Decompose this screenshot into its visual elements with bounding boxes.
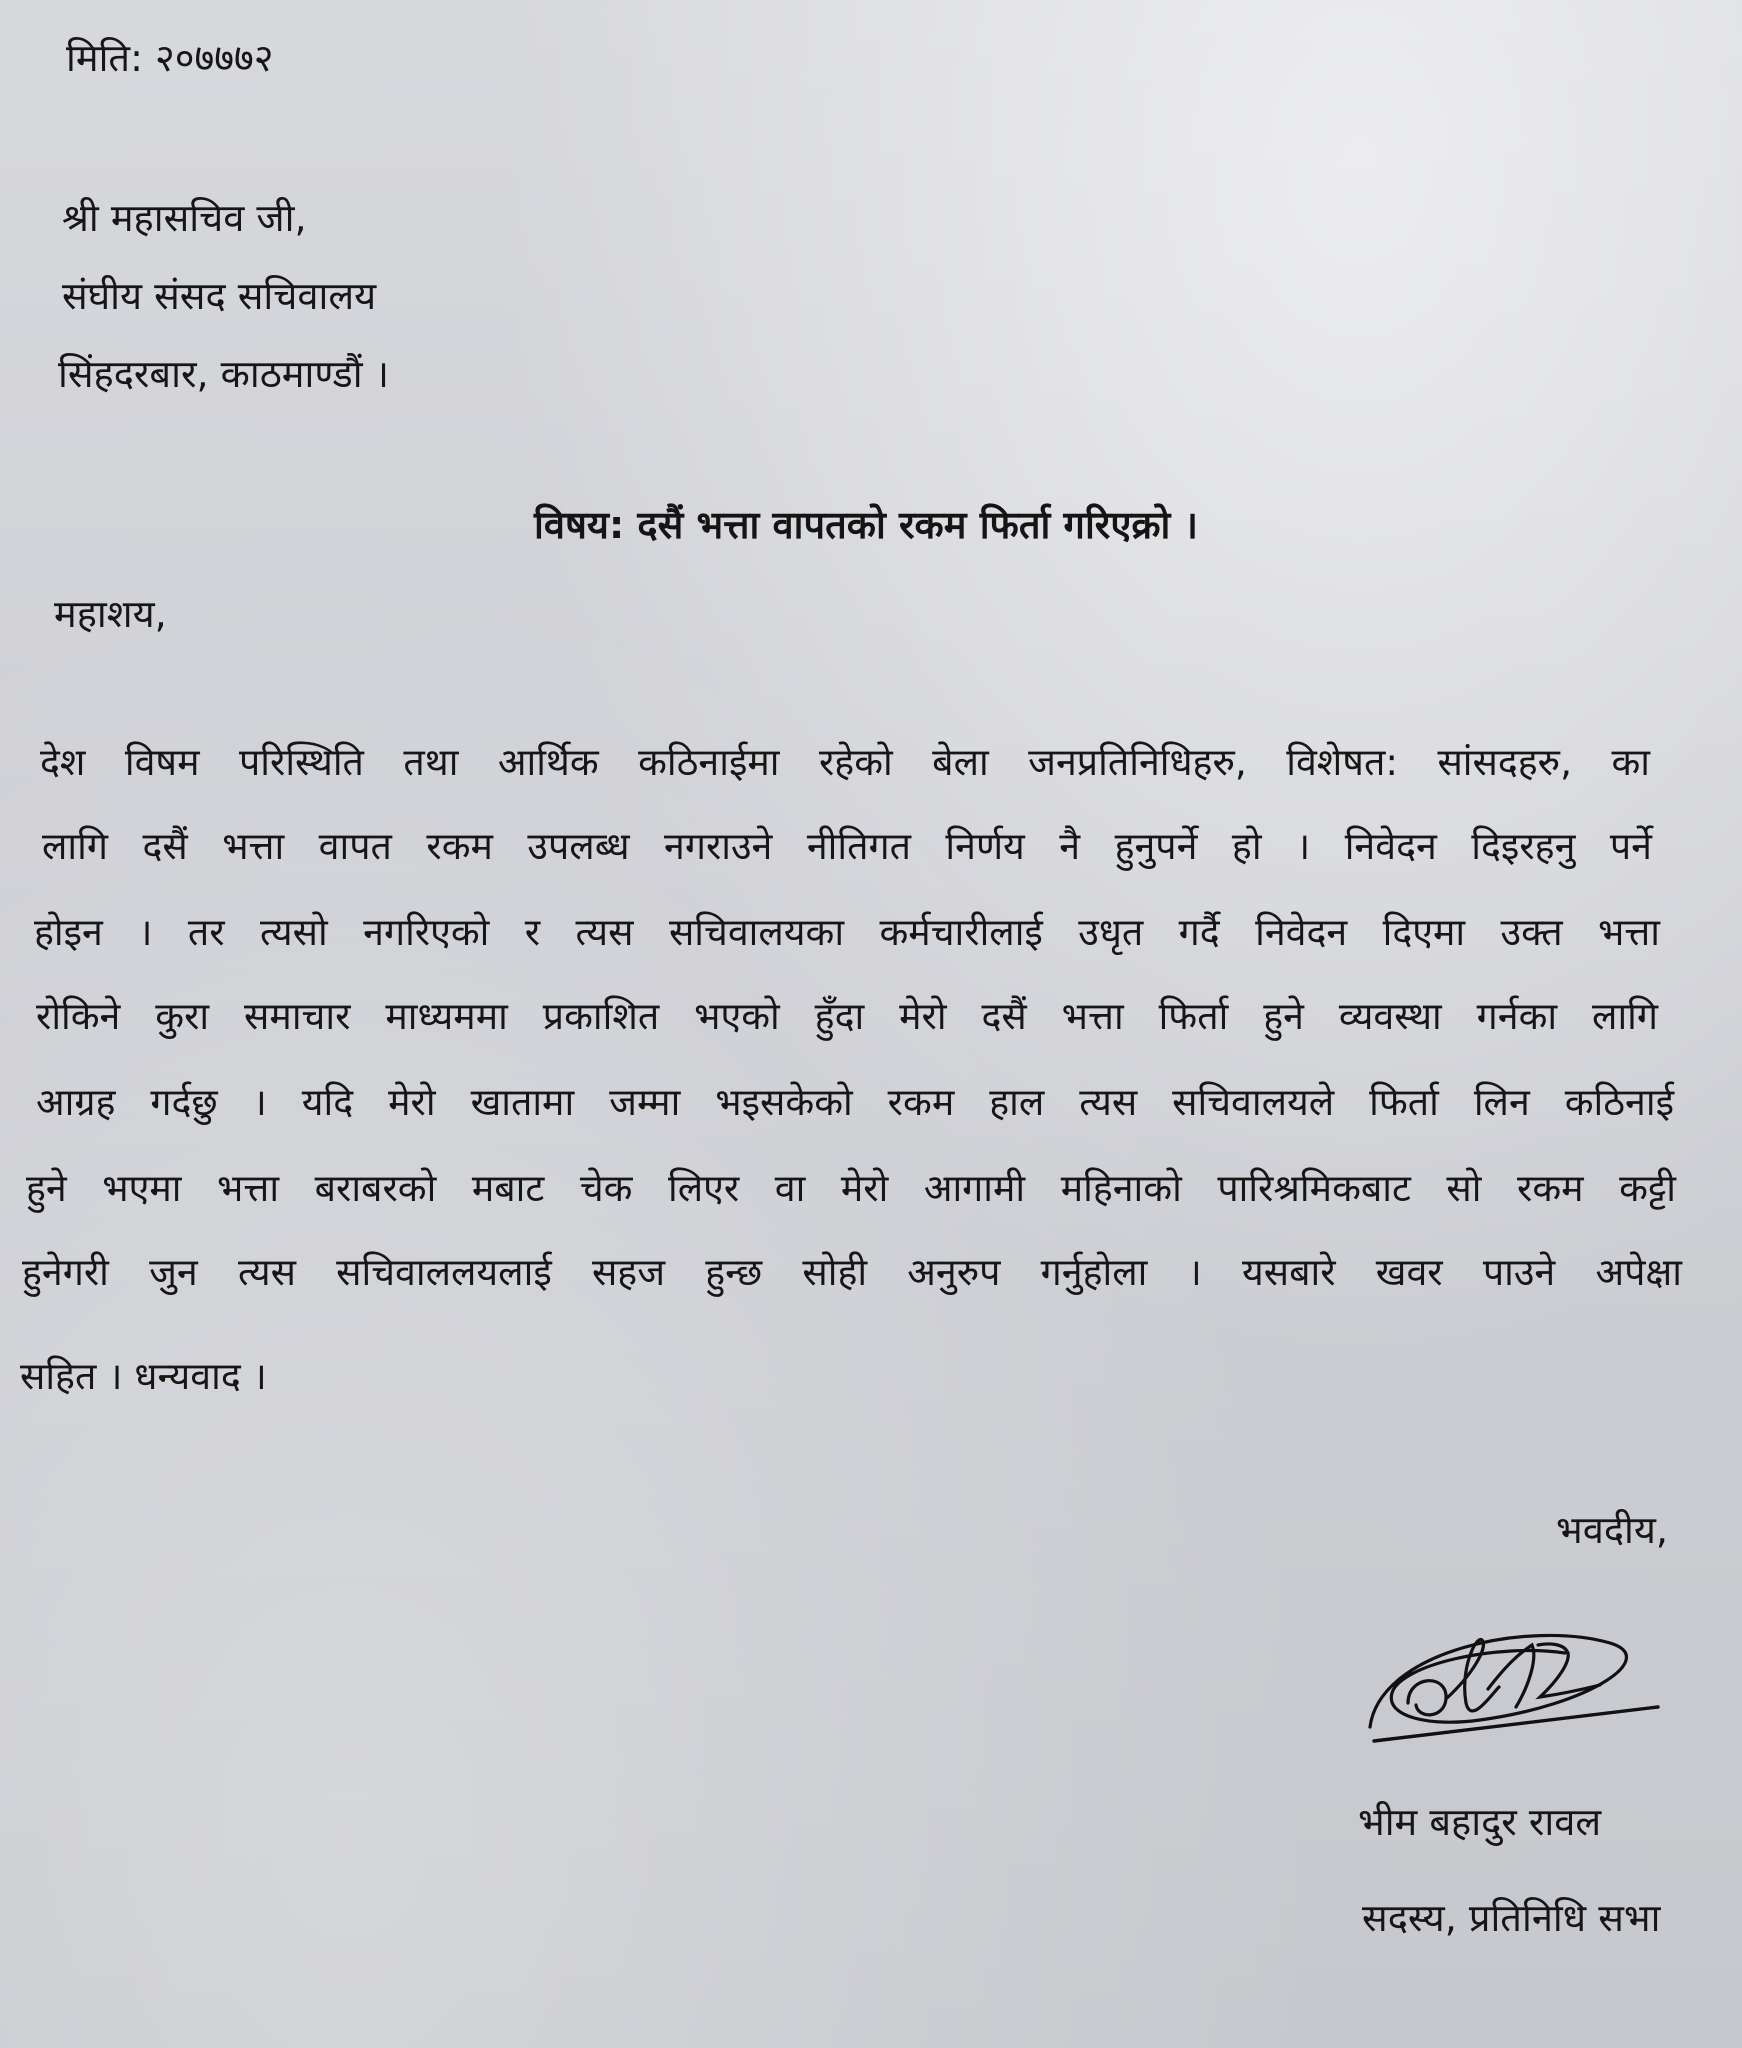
body-line-5: आग्रह गर्दछु । यदि मेरो खातामा जम्मा भइसकेको रकम हाल त्यस सचिवालयले फिर्ता लिन कठिनाई (36, 1080, 1674, 1124)
salutation: महाशय, (54, 592, 167, 636)
body-line-3: होइन । तर त्यसो नगरिएको र त्यस सचिवालयका कर्मचारीलाई उधृत गर्दै निवेदन दिएमा उक्त भत्ता (34, 910, 1660, 954)
body-line-6: हुने भएमा भत्ता बराबरको मबाट चेक लिएर वा मेरो आगामी महिनाको पारिश्रमिकबाट सो रकम कट्टी (26, 1166, 1676, 1210)
recipient-line-2: संघीय संसद सचिवालय (62, 274, 377, 318)
letter-date: मिति: २०७७७२ (66, 36, 274, 80)
body-line-4: रोकिने कुरा समाचार माध्यममा प्रकाशित भएको हुँदा मेरो दसैं भत्ता फिर्ता हुने व्यवस्था गर्नका लागि (36, 994, 1658, 1038)
handwritten-signature (1350, 1615, 1670, 1755)
signer-title: सदस्य, प्रतिनिधि सभा (1362, 1896, 1661, 1940)
recipient-line-3: सिंहदरबार, काठमाण्डौं । (58, 352, 390, 396)
signer-name: भीम बहादुर रावल (1358, 1800, 1602, 1844)
body-line-8: सहित । धन्यवाद । (20, 1354, 267, 1398)
body-line-7: हुनेगरी जुन त्यस सचिवाललयलाई सहज हुन्छ सोही अनुरुप गर्नुहोला । यसबारे खवर पाउने अपेक्षा (22, 1250, 1682, 1294)
closing: भवदीय, (1556, 1508, 1668, 1552)
body-line-1: देश विषम परिस्थिति तथा आर्थिक कठिनाईमा रहेको बेला जनप्रतिनिधिहरु, विशेषत: सांसदहरु, का (40, 740, 1650, 784)
letter-subject: विषय: दसैं भत्ता वापतको रकम फिर्ता गरिएक्रो । (534, 503, 1199, 547)
recipient-line-1: श्री महासचिव जी, (62, 196, 307, 240)
body-line-2: लागि दसैं भत्ता वापत रकम उपलब्ध नगराउने नीतिगत निर्णय नै हुनुपर्ने हो । निवेदन दिइरहनु पर्ने (42, 824, 1652, 868)
